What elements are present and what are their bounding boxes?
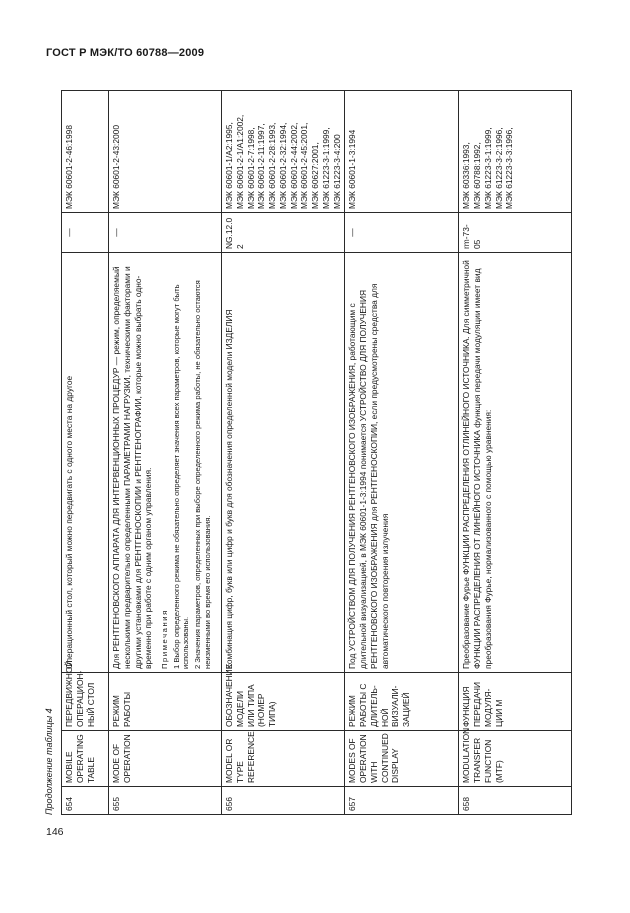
reference-code: rm-73-05 <box>461 224 482 249</box>
note-text: 1 Выбор определенного режима не обязательно определяет значения всех параметров, которые могут быть использованы. <box>171 284 191 669</box>
reference-code: — <box>111 228 121 237</box>
standard-reference: МЭК 61223-3-1:1999, <box>320 127 331 209</box>
definition-cell <box>222 253 345 673</box>
standard-reference: МЭК 61223-3-3:1996, <box>504 127 515 209</box>
english-term: MODE OF OPERATION <box>111 734 132 783</box>
notes-heading: Примечания <box>160 609 169 669</box>
term-number-cell <box>109 787 222 815</box>
table-row <box>62 91 109 815</box>
standard-reference: МЭК 60627:2001, <box>310 142 320 209</box>
standard-reference: МЭК 60601-2-32:1994, <box>277 122 288 209</box>
russian-term-cell <box>109 673 222 731</box>
term-number-cell <box>62 787 109 815</box>
rotated-table-page <box>44 91 568 815</box>
standard-reference: МЭК 60788:1992, <box>472 142 482 209</box>
term-number-cell <box>345 787 459 815</box>
term-number: 654 <box>64 797 74 811</box>
term-number: 656 <box>224 797 234 811</box>
table-row <box>345 91 459 815</box>
standard-reference: МЭК 60601-2-43:2000 <box>111 125 121 209</box>
standard-reference: МЭК 61223-3-1:1999, <box>482 127 493 209</box>
russian-term: РЕЖИМ РАБОТЫ <box>111 691 132 727</box>
reference-code: — <box>64 228 74 237</box>
english-term-cell <box>62 731 109 787</box>
standard-reference: МЭК 60601-1/A2:1995, <box>224 122 234 209</box>
english-term-cell <box>459 727 572 787</box>
reference-code: NG.12.02 <box>224 217 245 249</box>
definition-text: Для РЕНТГЕНОВСКОГО АППАРАТА ДЛЯ ИНТЕРВЕНЦИОННЫХ ПРОЦЕДУР — режим, определяемый несколькими предварительно определенными ПАРАМЕТРАМИ НАГРУЗКИ, техническими факторами и другими установками для РЕНТГЕНОСКОПИИ и РЕНТГЕНОГРАФИИ, которые можно выбрать одновременно при работе с одним органом управления. <box>111 266 154 669</box>
english-term: MOBILE OPERATING TABLE <box>64 734 96 783</box>
english-term-cell <box>222 731 345 787</box>
standard-reference: МЭК 60601-2-28:1993, <box>267 122 277 209</box>
standard-reference: МЭК 60601-2-46:1998 <box>64 125 74 209</box>
russian-term-cell <box>459 673 572 731</box>
definition-cell <box>109 253 222 673</box>
standard-reference: МЭК 61223-3-2:1996, <box>493 127 504 209</box>
russian-term: РЕЖИМ РАБОТЫ С ДЛИТЕЛЬНОЙ ВИЗУАЛИЗАЦИЕЙ <box>347 683 411 727</box>
english-term: MODULATION TRANSFER FUNCTION (MTF) <box>461 727 504 783</box>
standards-cell <box>109 91 222 213</box>
term-number-cell <box>459 787 572 815</box>
page-number: 146 <box>46 826 64 838</box>
english-term: MODEL OR TYPE REFERENCE <box>224 731 256 783</box>
definition-text: Операционный стол, который можно передвигать с одного места на другое <box>64 375 74 669</box>
russian-term: ОБОЗНАЧЕНИЕ МОДЕЛИ ИЛИ ТИПА (НОМЕР ТИПА) <box>224 663 277 727</box>
definition-cell <box>459 253 572 673</box>
standard-reference: МЭК 60601-2-44:2002, <box>288 122 299 209</box>
definition-text: Комбинация цифр, букв или цифр и букв для обозначения определенной модели ИЗДЕЛИЯ <box>224 309 234 669</box>
note-text: 2 Значения параметров, определенных при выборе определенного режима работы, не обязательно остаются неизменными во время его использования. <box>193 280 212 669</box>
table-caption: Продолжение таблицы 4 <box>44 708 54 815</box>
reference-code-cell <box>345 213 459 253</box>
russian-term-cell <box>222 663 345 731</box>
definition-cell <box>345 253 459 673</box>
table-row <box>222 91 345 815</box>
standard-reference: МЭК 60601-2-7:1998, <box>245 127 256 209</box>
russian-term: ФУНКЦИЯ ПЕРЕДАЧИ МОДУЛЯЦИИ М <box>461 682 504 727</box>
definition-cell <box>62 253 109 673</box>
reference-code: — <box>347 228 358 237</box>
terms-table <box>61 90 572 815</box>
english-term-cell <box>109 731 222 787</box>
reference-code-cell <box>62 213 109 253</box>
term-number: 655 <box>111 797 121 811</box>
standard-reference: МЭК 60601-2-11:1997, <box>256 123 267 209</box>
term-number: 658 <box>461 797 472 811</box>
standard-reference: МЭК 60336:1993, <box>461 142 472 209</box>
definition-text: Преобразование Фурье ФУНКЦИИ РАСПРЕДЕЛЕНИЯ ОТЛИНЕЙНОГО ИСТОЧНИКА. Для симметричной ФУНКЦИИ РАСПРЕДЕЛЕНИЯ ОТ ЛИНЕЙНОГО ИСТОЧНИКА функция передачи модуляции имеет вид преобразования Фурье, нормализованного с помощью уравнения: <box>461 260 493 669</box>
term-number-cell <box>222 787 345 815</box>
standards-cell <box>62 91 109 213</box>
reference-code-cell <box>222 213 345 253</box>
standard-reference: МЭК 60601-2-1/A1:2002, <box>234 114 245 209</box>
english-term: MODES OF OPERATION WITH CONTINUED DISPLAY <box>347 733 401 783</box>
russian-term-cell <box>345 673 459 731</box>
standard-reference: МЭК 60601-2-45:2001, <box>299 122 310 209</box>
definition-text: Под УСТРОЙСТВОМ ДЛЯ ПОЛУЧЕНИЯ РЕНТГЕНОВСКОГО ИЗОБРАЖЕНИЯ, работающим с длительной визуализацией, в МЭК 60601-1-3:1994 понимается УСТРОЙСТВО ДЛЯ ПОЛУЧЕНИЯ РЕНТГЕНОВСКОГО ИЗОБРАЖЕНИЯ для РЕНТГЕНОСКОПИИ, если предусмотрены средства для автоматического повторения излучения <box>347 283 390 669</box>
reference-code-cell <box>459 213 572 253</box>
table-row <box>459 91 572 815</box>
russian-term: ПЕРЕДВИЖНОЙ ОПЕРАЦИОННЫЙ СТОЛ <box>64 660 96 727</box>
russian-term-cell <box>62 660 109 731</box>
standards-cell <box>222 91 345 213</box>
reference-code-cell <box>109 213 222 253</box>
table-row <box>109 91 222 815</box>
standards-cell <box>459 91 572 213</box>
english-term-cell <box>345 731 459 787</box>
standard-reference: МЭК 60601-1-3:1994 <box>347 129 358 209</box>
standards-cell <box>345 91 459 213</box>
standard-reference: МЭК 61223-3-4:200 <box>331 134 342 209</box>
document-header: ГОСТ Р МЭК/ТО 60788—2009 <box>46 47 205 59</box>
term-number: 657 <box>347 797 358 811</box>
